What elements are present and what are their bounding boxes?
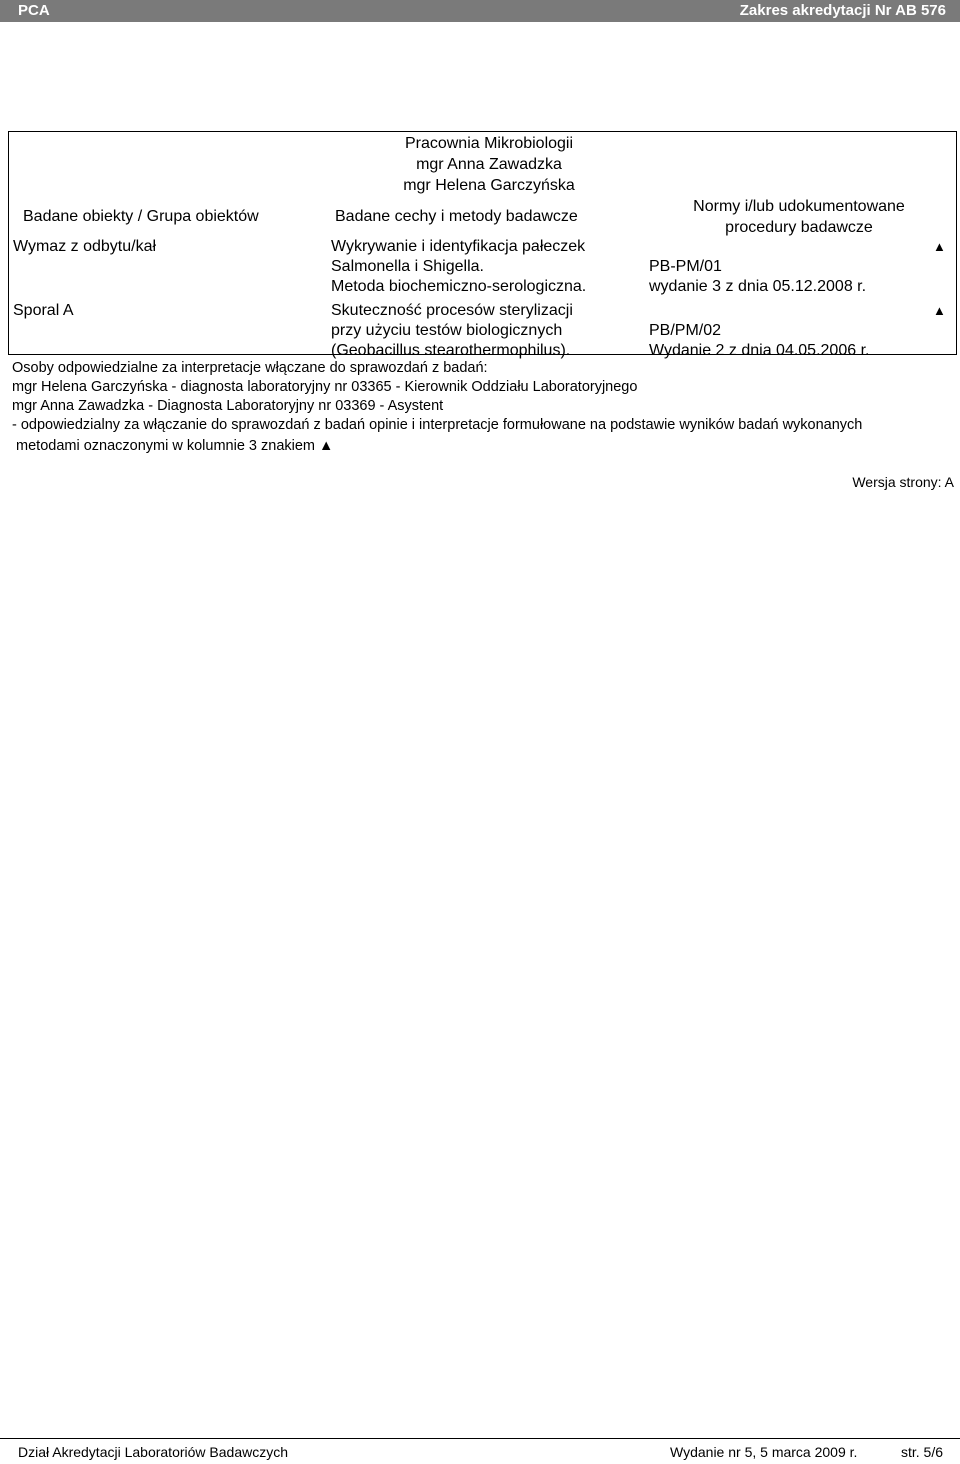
row-norm-code: PB-PM/01 <box>649 258 722 275</box>
column-header-norms-1: Normy i/lub udokumentowane <box>693 198 905 215</box>
footer-department: Dział Akredytacji Laboratoriów Badawczych <box>18 1444 289 1460</box>
page-version: Wersja strony: A <box>852 474 954 490</box>
page-header <box>0 0 960 22</box>
lab-name: Pracownia Mikrobiologii <box>404 135 574 152</box>
column-header-norms-2: procedury badawcze <box>725 219 873 236</box>
lab-person-1: mgr Anna Zawadzka <box>416 156 562 173</box>
row-norm-code: PB/PM/02 <box>649 322 722 339</box>
notes-line: mgr Anna Zawadzka - Diagnosta Laboratoryjny nr 03369 - Asystent <box>12 398 444 414</box>
header-org: PCA <box>18 2 50 19</box>
footer-edition: Wydanie nr 5, 5 marca 2009 r. <box>670 1444 858 1460</box>
notes-line: Osoby odpowiedzialne za interpretacje włączane do sprawozdań z badań: <box>12 360 488 376</box>
column-header-objects: Badane obiekty / Grupa obiektów <box>23 208 259 225</box>
row-object: Wymaz z odbytu/kał <box>13 238 157 255</box>
row-method-line: Wykrywanie i identyfikacja pałeczek <box>331 238 586 255</box>
row-method-line: Salmonella i Shigella. <box>331 258 484 275</box>
responsible-persons-notes <box>12 359 862 456</box>
footer-page-number: str. 5/6 <box>901 1444 944 1460</box>
row-norm-edition: Wydanie 2 z dnia 04.05.2006 r. <box>649 342 870 359</box>
triangle-mark-icon: ▲ <box>933 239 946 254</box>
row-method-line: przy użyciu testów biologicznych <box>331 322 563 339</box>
column-header-methods: Badane cechy i metody badawcze <box>335 208 578 225</box>
triangle-mark-icon: ▲ <box>933 303 946 318</box>
page-footer <box>0 1438 960 1464</box>
row-method-line: Skuteczność procesów sterylizacji <box>331 302 573 319</box>
row-method-line: (Geobacillus stearothermophilus). <box>331 342 571 359</box>
header-title: Zakres akredytacji Nr AB 576 <box>739 2 946 19</box>
notes-line: metodami oznaczonymi w kolumnie 3 znakiem ▲ <box>12 438 334 454</box>
row-method-line: Metoda biochemiczno-serologiczna. <box>331 278 587 295</box>
notes-line: mgr Helena Garczyńska - diagnosta laboratoryjny nr 03365 - Kierownik Oddziału Laboratoryjnego <box>12 379 638 395</box>
row-norm-edition: wydanie 3 z dnia 05.12.2008 r. <box>649 278 867 295</box>
accreditation-table <box>8 131 957 359</box>
lab-person-2: mgr Helena Garczyńska <box>403 177 575 194</box>
notes-line: - odpowiedzialny za włączanie do sprawozdań z badań opinie i interpretacje formułowane na podstawie wyników badań wykonanych <box>12 417 863 433</box>
row-object: Sporal A <box>13 302 74 319</box>
